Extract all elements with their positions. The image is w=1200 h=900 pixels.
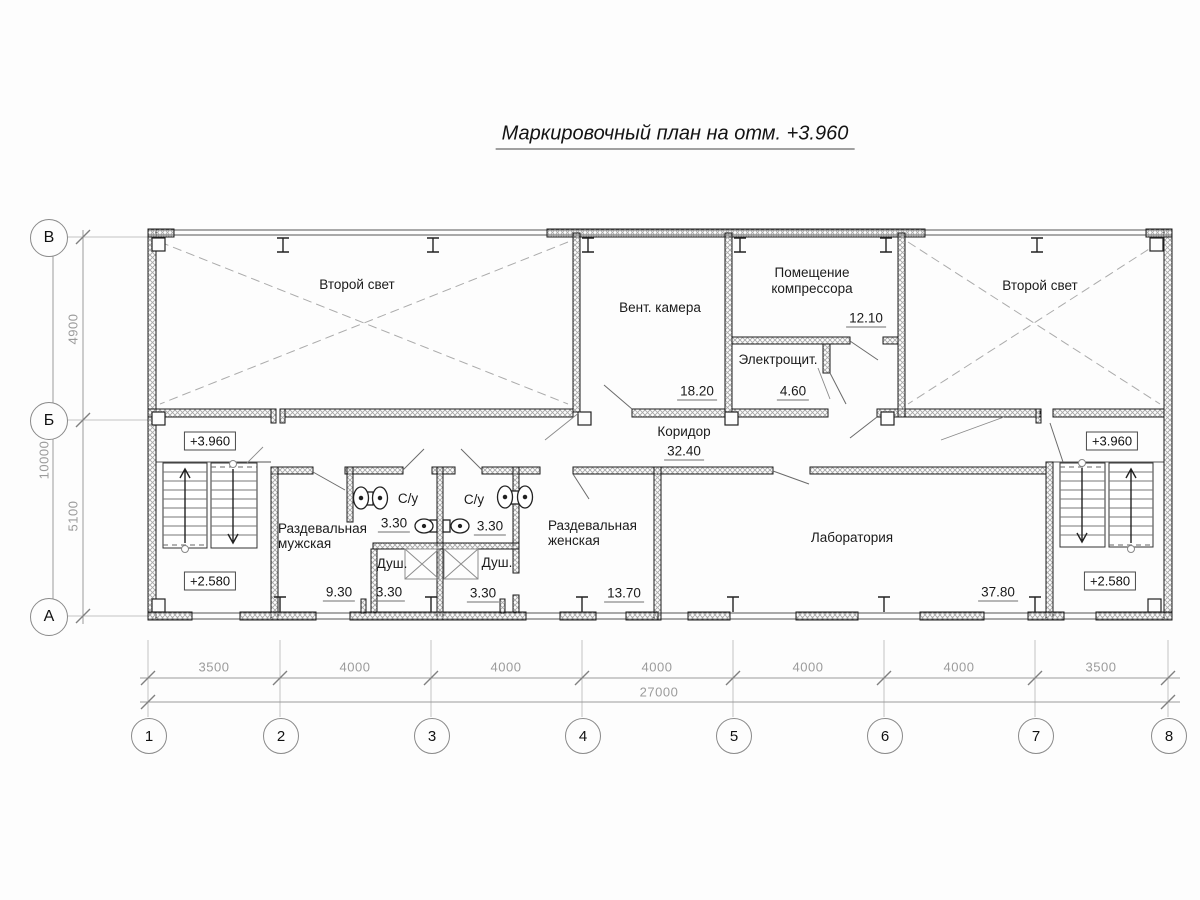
- void-cross-left: [160, 242, 568, 404]
- room-label-laboratory: Лаборатория: [810, 530, 894, 545]
- area-wc-right: 3.30: [474, 519, 506, 536]
- elevation-left-upper: +3.960: [184, 432, 236, 451]
- door-leaves: [313, 341, 1063, 499]
- room-label-electrical-panel: Электрощит.: [738, 352, 818, 367]
- grid-bubble-1: 1: [131, 718, 167, 754]
- area-wc-left: 3.30: [378, 516, 410, 533]
- room-label-changing-female: Раздевальная женская: [548, 518, 637, 548]
- elevation-right-lower: +2.580: [1084, 572, 1136, 591]
- dim-span-1-2: 3500: [198, 659, 230, 675]
- drawing-title: Маркировочный план на отм. +3.960: [496, 123, 855, 150]
- room-label-changing-male: Раздевальная мужская: [278, 521, 367, 551]
- area-shower-left: 3.30: [373, 585, 405, 602]
- grid-bubble-8: 8: [1151, 718, 1187, 754]
- grid-bubble-a: А: [30, 598, 68, 636]
- room-label-shower-right: Душ.: [481, 555, 513, 570]
- dim-span-4-5: 4000: [641, 659, 673, 675]
- grid-bubble-b: Б: [30, 402, 68, 440]
- room-label-wc-left: С/у: [397, 491, 419, 506]
- grid-bubble-3: 3: [414, 718, 450, 754]
- dim-span-b-a: 5100: [65, 500, 81, 532]
- stair-left: [163, 461, 257, 553]
- void-cross-right: [908, 242, 1160, 404]
- grid-bubble-2: 2: [263, 718, 299, 754]
- grid-bubble-6: 6: [867, 718, 903, 754]
- elevation-right-upper: +3.960: [1086, 432, 1138, 451]
- area-electrical-panel: 4.60: [777, 384, 809, 401]
- area-compressor: 12.10: [846, 311, 886, 328]
- area-corridor: 32.40: [664, 444, 704, 461]
- room-label-second-light-left: Второй свет: [319, 277, 395, 292]
- dim-total-left: 10000: [36, 440, 52, 480]
- dim-span-3-4: 4000: [490, 659, 522, 675]
- room-label-wc-right: С/у: [463, 492, 485, 507]
- grid-bubble-7: 7: [1018, 718, 1054, 754]
- area-changing-female: 13.70: [604, 586, 644, 603]
- grid-bubble-4: 4: [565, 718, 601, 754]
- stair-right: [1060, 460, 1153, 553]
- dim-span-v-b: 4900: [65, 313, 81, 345]
- room-label-corridor: Коридор: [657, 424, 711, 439]
- grid-bubble-v: В: [30, 219, 68, 257]
- dim-span-2-3: 4000: [339, 659, 371, 675]
- grid-bubble-5: 5: [716, 718, 752, 754]
- room-label-vent-chamber: Вент. камера: [619, 300, 701, 315]
- dim-span-5-6: 4000: [792, 659, 824, 675]
- area-changing-male: 9.30: [323, 585, 355, 602]
- dim-span-7-8: 3500: [1085, 659, 1117, 675]
- area-vent-chamber: 18.20: [677, 384, 717, 401]
- elevation-left-lower: +2.580: [184, 572, 236, 591]
- room-label-second-light-right: Второй свет: [1002, 278, 1078, 293]
- dim-total-bottom: 27000: [639, 684, 679, 700]
- area-shower-right: 3.30: [467, 586, 499, 603]
- room-label-shower-left: Душ.: [376, 556, 408, 571]
- area-laboratory: 37.80: [978, 585, 1018, 602]
- room-label-compressor: Помещение компрессора: [771, 265, 853, 296]
- dim-span-6-7: 4000: [943, 659, 975, 675]
